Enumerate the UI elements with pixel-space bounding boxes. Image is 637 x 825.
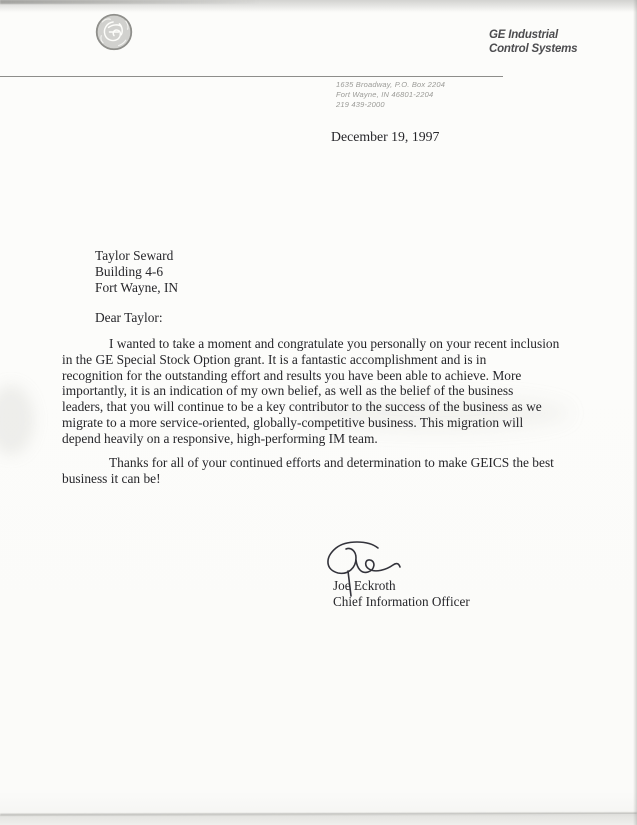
address-phone: 219 439-2000 xyxy=(336,99,385,109)
brand-line-1: GE Industrial xyxy=(489,29,558,41)
letter-date: December 19, 1997 xyxy=(331,129,440,144)
signer-title: Chief Information Officer xyxy=(333,594,470,609)
recipient-name: Taylor Seward xyxy=(95,248,174,263)
ge-monogram-logo-icon xyxy=(94,12,134,52)
address-city: Fort Wayne, IN 46801-2204 xyxy=(336,89,434,99)
brand-line-2: Control Systems xyxy=(489,42,578,55)
letterhead-rule xyxy=(0,76,503,77)
scan-right-edge xyxy=(633,0,637,825)
letterhead-address xyxy=(336,80,445,109)
brand-name xyxy=(489,29,577,56)
scan-top-left-edge xyxy=(0,0,260,4)
recipient-city: Fort Wayne, IN xyxy=(95,279,179,295)
recipient-building: Building 4-6 xyxy=(95,263,164,279)
scan-left-smudge xyxy=(0,385,34,455)
salutation: Dear Taylor: xyxy=(95,310,163,325)
body-paragraph-1: I wanted to take a moment and congratulate you personally on your recent inclusion in the GE Special Stock Option grant. It is a fantastic accomplishment and is in recognition for the outstanding effort and results you have been able to achieve. More importantly, it is an indication of my own belief, as well as the belief of the business leaders, that you will continue to be a key contributor to the success of the business as we migrate to a more service-oriented, globally-competitive business. This migration will depend heavily on a responsive, high-performing IM team. xyxy=(62,336,560,446)
body-paragraph-2: Thanks for all of your continued efforts and determination to make GEICS the best business it can be! xyxy=(62,455,554,486)
recipient-address xyxy=(95,248,178,295)
signer-name: Joe Eckroth xyxy=(333,578,396,593)
address-street: 1635 Broadway, P.O. Box 2204 xyxy=(336,80,446,89)
scan-bottom-shadow xyxy=(0,815,637,825)
